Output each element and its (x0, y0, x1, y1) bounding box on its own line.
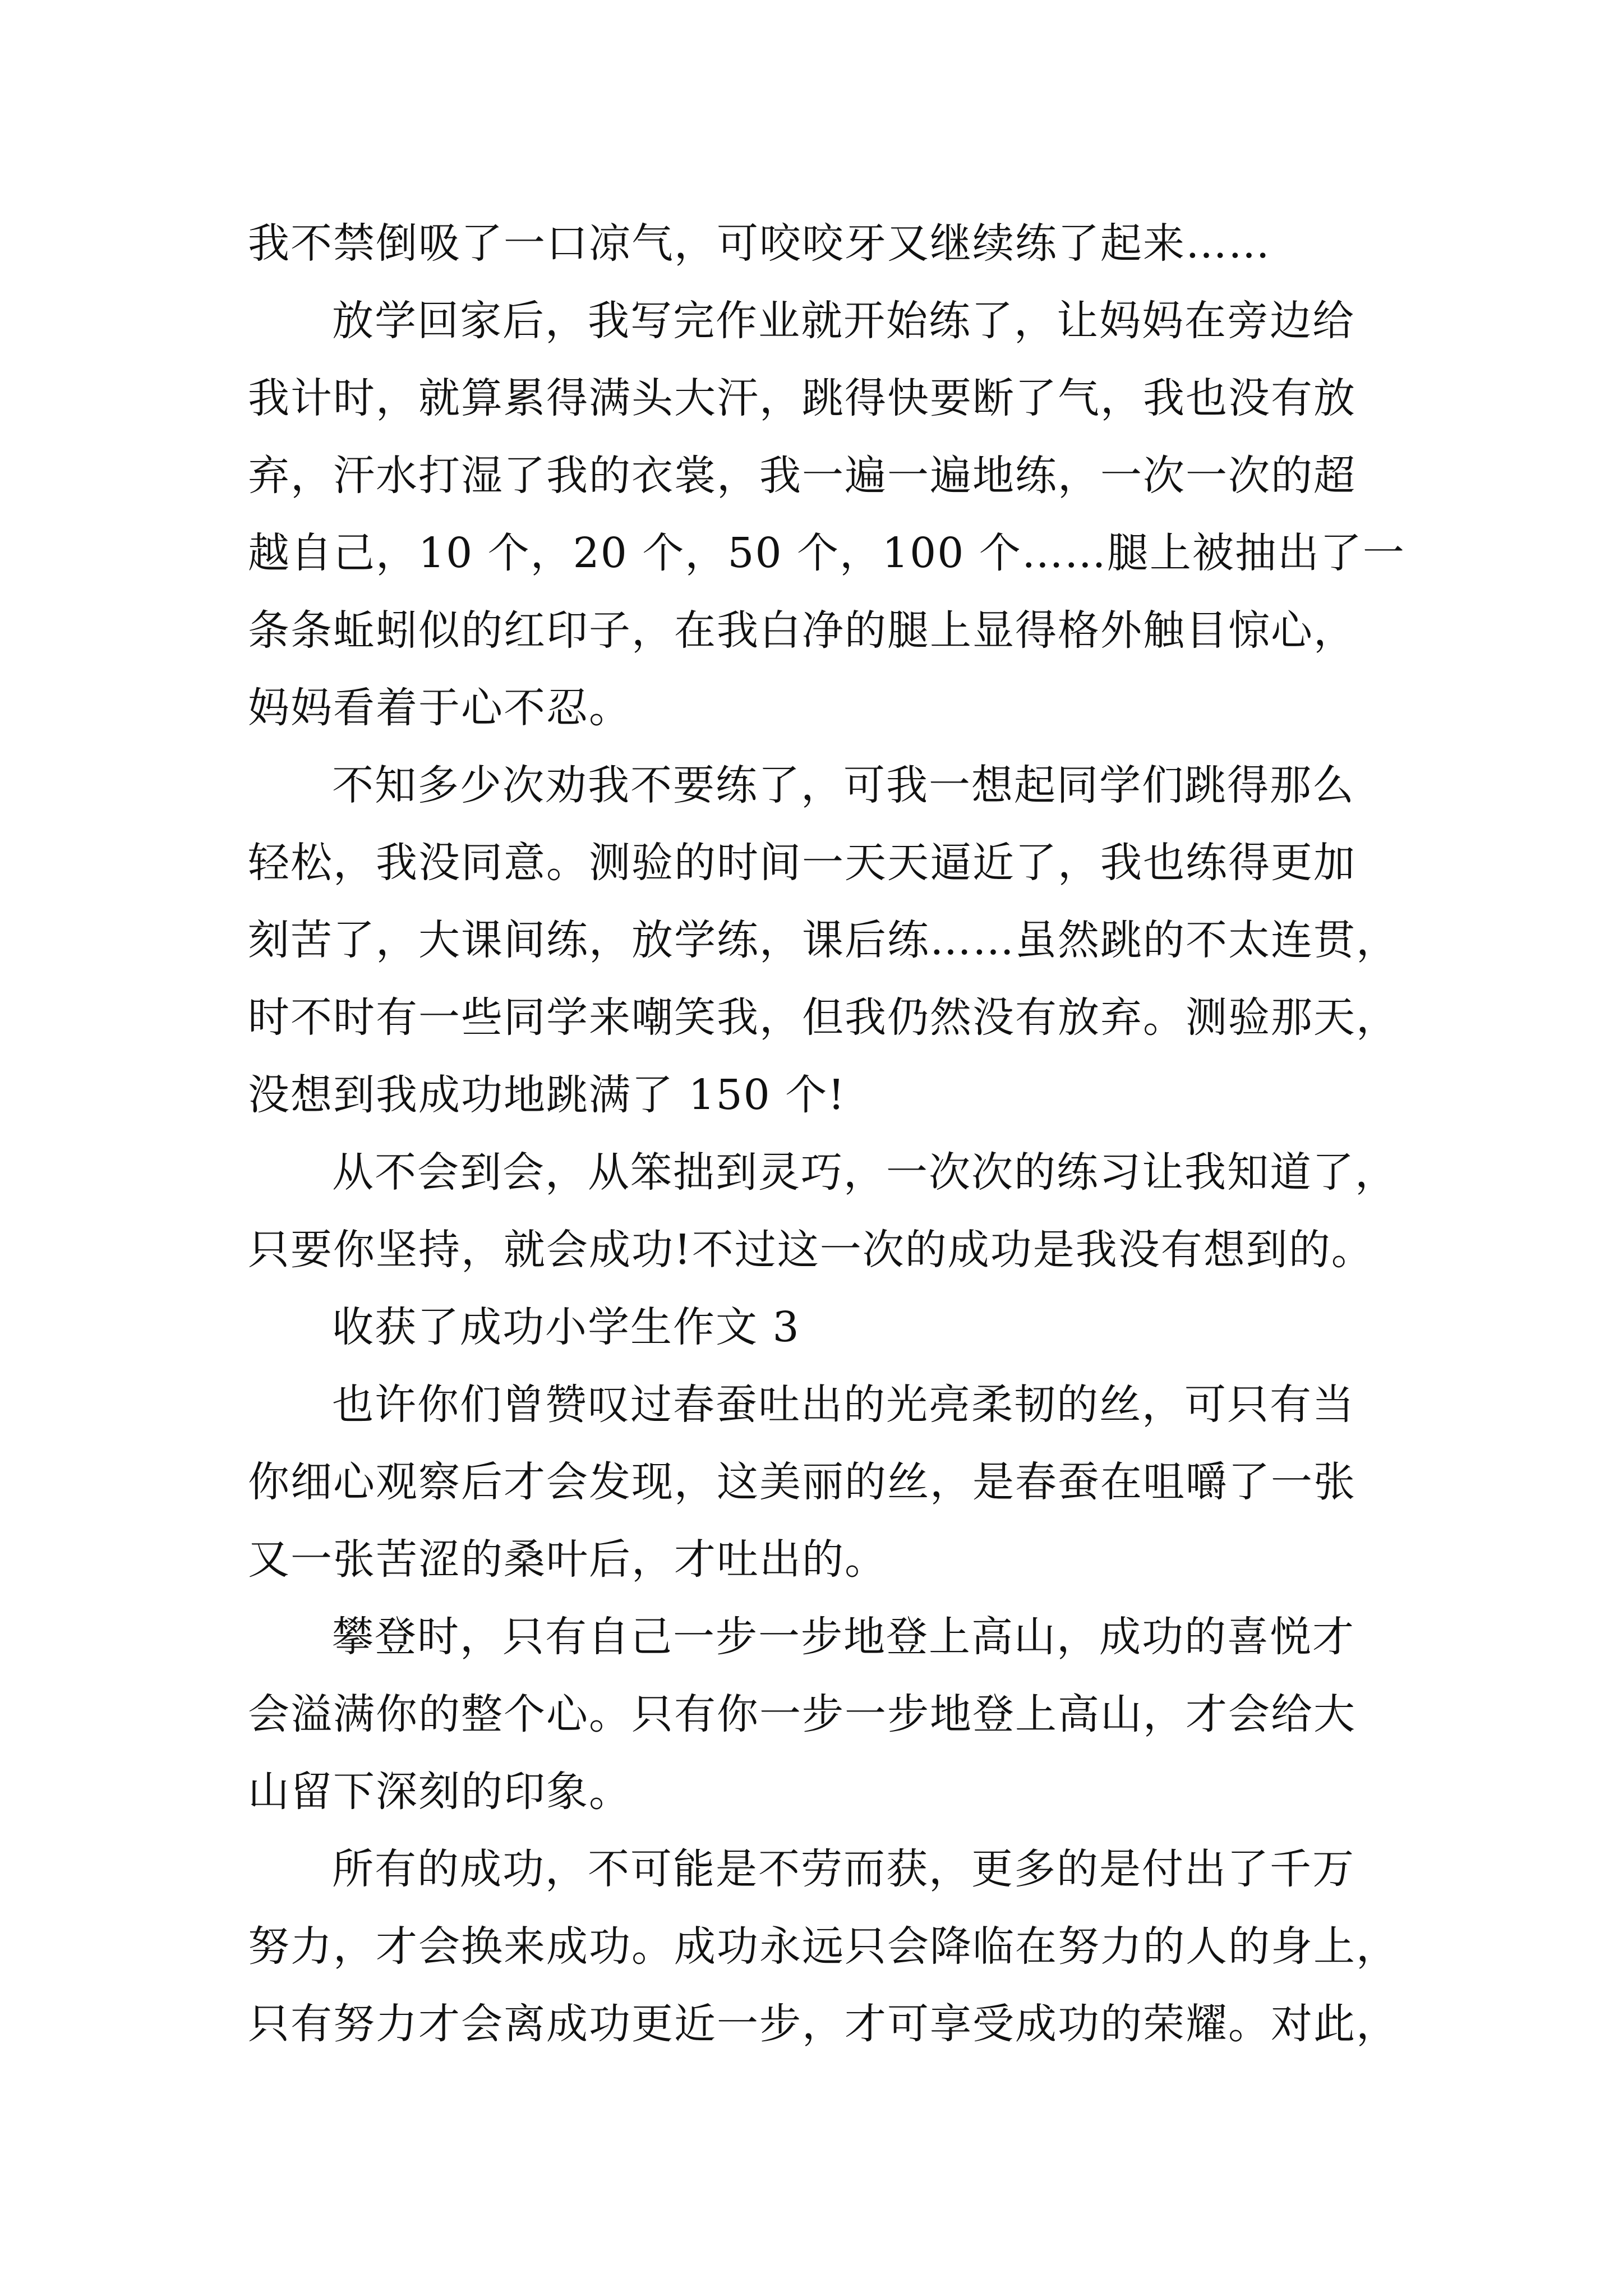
paragraph-start-line: 放学回家后，我写完作业就开始练了，让妈妈在旁边给 (332, 297, 1355, 345)
paragraph-start-line: 不知多少次劝我不要练了，可我一想起同学们跳得那么 (332, 761, 1355, 809)
paragraph-start-line: 攀登时，只有自己一步一步地登上高山，成功的喜悦才 (332, 1613, 1355, 1661)
paragraph-start-line: 从不会到会，从笨拙到灵巧，一次次的练习让我知道了， (332, 1148, 1398, 1197)
text-line: 我不禁倒吸了一口凉气，可咬咬牙又继续练了起来…… (248, 219, 1271, 268)
text-line: 你细心观察后才会发现，这美丽的丝，是春蚕在咀嚼了一张 (248, 1458, 1356, 1506)
document-body (248, 205, 1405, 2063)
text-line: 只要你坚持，就会成功!不过这一次的成功是我没有想到的。 (248, 1226, 1374, 1274)
text-line: 轻松，我没同意。测验的时间一天天逼近了，我也练得更加 (248, 839, 1356, 887)
text-line: 条条蚯蚓似的红印子，在我白净的腿上显得格外触目惊心， (248, 606, 1356, 655)
text-line: 弃，汗水打湿了我的衣裳，我一遍一遍地练，一次一次的超 (248, 452, 1356, 500)
text-line: 妈妈看着于心不忍。 (248, 684, 631, 732)
text-line: 越自己，10 个，20 个，50 个，100 个……腿上被抽出了一 (248, 529, 1405, 577)
text-line: 会溢满你的整个心。只有你一步一步地登上高山，才会给大 (248, 1690, 1356, 1738)
text-line: 刻苦了，大课间练，放学练，课后练……虽然跳的不太连贯， (248, 916, 1399, 964)
text-line: 努力，才会换来成功。成功永远只会降临在努力的人的身上， (248, 1922, 1399, 1971)
paragraph-start-line: 所有的成功，不可能是不劳而获，更多的是付出了千万 (332, 1845, 1355, 1893)
text-line: 没想到我成功地跳满了 150 个! (248, 1071, 846, 1119)
text-line: 只有努力才会离成功更近一步，才可享受成功的荣耀。对此， (248, 2000, 1399, 2048)
section-heading: 收获了成功小学生作文 3 (332, 1303, 800, 1351)
text-line: 山留下深刻的印象。 (248, 1768, 631, 1816)
text-line: 又一张苦涩的桑叶后，才吐出的。 (248, 1535, 887, 1584)
text-line: 我计时，就算累得满头大汗，跳得快要断了气，我也没有放 (248, 374, 1356, 422)
paragraph-start-line: 也许你们曾赞叹过春蚕吐出的光亮柔韧的丝，可只有当 (332, 1381, 1355, 1429)
text-line: 时不时有一些同学来嘲笑我，但我仍然没有放弃。测验那天， (248, 993, 1399, 1042)
